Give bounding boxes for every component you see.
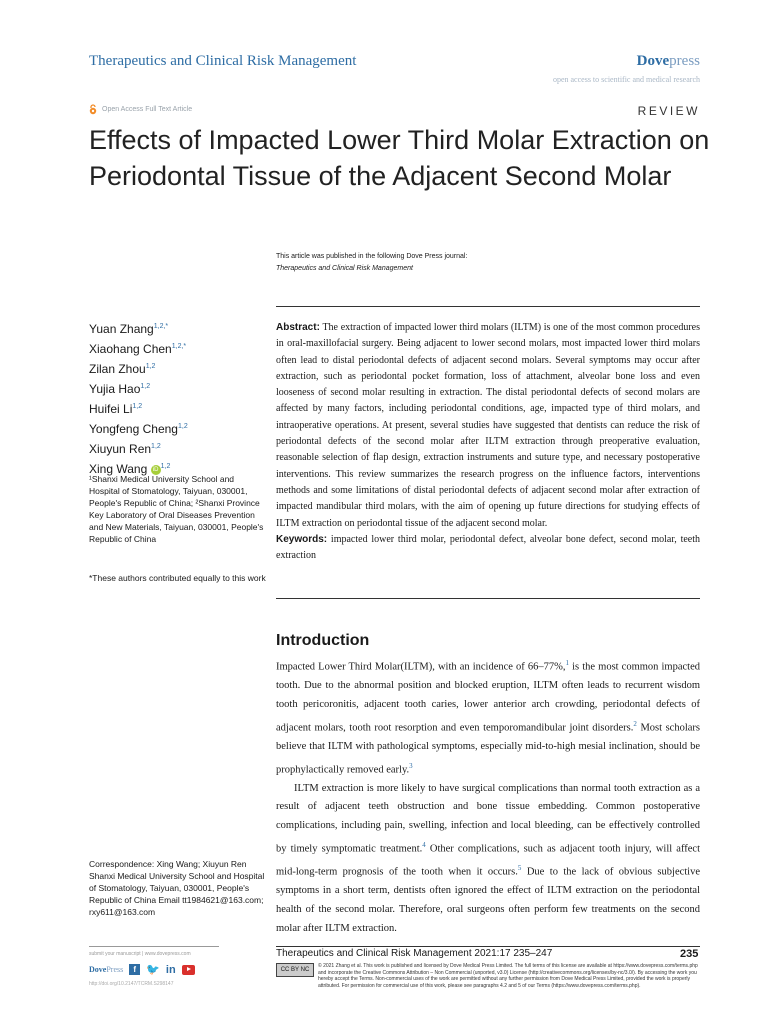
author[interactable]: Zilan Zhou$^{1,2}$ <box>89 362 156 376</box>
linkedin-icon[interactable]: in <box>165 963 176 976</box>
divider <box>89 946 219 947</box>
author[interactable]: Yongfeng Cheng$^{1,2}$ <box>89 422 188 436</box>
twitter-icon[interactable]: 🐦 <box>146 964 160 976</box>
citation[interactable]: 4 <box>422 840 426 849</box>
author[interactable]: Huifei Li$^{1,2}$ <box>89 402 143 416</box>
open-access-label <box>89 104 192 115</box>
license-block <box>276 963 700 989</box>
keywords-label: Keywords: <box>276 533 328 545</box>
dovepress-logo[interactable]: DovePress <box>89 965 124 974</box>
author[interactable]: Xing Wang iD $^{1,2}$ <box>89 462 171 476</box>
abstract-label: Abstract: <box>276 322 320 333</box>
divider <box>276 306 700 307</box>
equal-contribution-note: *These authors contributed equally to this work <box>89 573 266 583</box>
citation[interactable]: 5 <box>517 864 522 873</box>
section-heading: Introduction <box>276 632 370 649</box>
citation[interactable]: 3 <box>409 761 413 770</box>
affiliations: ¹Shanxi Medical University School and Hospital of Stomatology, Taiyuan, 030001, People's Republic of China; ²Shanxi Province Key Laboratory of Oral Diseases Prevention and New Materials, Taiyuan, 030001, People's Republic of China <box>89 474 264 544</box>
citation[interactable]: 2 <box>633 719 637 728</box>
keywords-text: impacted lower third molar, periodontal defect, alveolar bone defect, second molar, teeth extraction <box>276 533 701 562</box>
divider <box>276 946 700 947</box>
submit-manuscript-link[interactable]: submit your manuscript | www.dovepress.com <box>89 951 191 957</box>
open-lock-icon <box>89 104 97 115</box>
open-access-text: Open Access Full Text Article <box>102 106 193 113</box>
publisher-logo <box>637 53 700 70</box>
publisher-logo-rest: press <box>669 53 700 69</box>
cc-license-icon[interactable]: CC BY NC <box>276 963 314 977</box>
journal-name: Therapeutics and Clinical Risk Management <box>89 53 357 69</box>
publisher-logo-bold: Dove <box>636 53 670 69</box>
footer-journal: Therapeutics and Clinical Risk Management 2021:17 235–247 <box>276 948 553 959</box>
paragraph: Impacted Lower Third Molar(ILTM), with an incidence of 66–77%,$^1$ is the most common impacted tooth. Due to the abnormal position and blocked eruption, ILTM often leads to recurrent wisdom tooth pericoronitis, adjacent tooth caries, lower anterior arch crowding, periodontal defects of adjacent molars, tooth root resorption and even temporomandibular joint disorders.$^2$ Most scholars believe that ILTM with pathological symptoms, especially mid-to-high mesial inclination, should be prophylactically removed early.$^3$ <box>276 659 700 776</box>
publication-note <box>276 251 467 275</box>
author[interactable]: Yujia Hao$^{1,2}$ <box>89 382 151 396</box>
divider <box>276 598 700 599</box>
page-number: 235 <box>680 948 699 960</box>
social-bar <box>89 963 219 976</box>
doi-link[interactable]: http://doi.org/10.2147/TCRM.S298147 <box>89 981 174 987</box>
facebook-icon[interactable]: f <box>129 964 140 975</box>
publication-note-line: This article was published in the following Dove Press journal: <box>276 253 468 260</box>
youtube-icon[interactable] <box>182 965 195 975</box>
abstract-text: The extraction of impacted lower third molars (ILTM) is one of the most common procedures in oral-maxillofacial surgery. Being adjacent to lower second molars, most impacted lower third molars often lead to distal periodontal defects of adjacent second molars. Several symptoms may occur after extraction, such as periodontal pocket formation, loss of attachment, alveolar bone loss and even looseness of second molar resulting in extraction. The distal periodontal defects of second molars are affected by many factors, including periodontal conditions, age, impacted type of third molars, and intraoperative operations. At present, several studies have suggested that dentists can reduce the risk of periodontal defects of the second molar after ILTM extraction through preoperative evaluation, reasonable selection of flap design, extraction instruments and suture type, and necessary postoperative interventions. This review summarizes the research progress on the influence factors, interventions methods and some limitations of distal periodontal defects of adjacent second molar after extraction of impacted mandibular third molars, with the aim of opening up future directions for studying effects of ILTM extraction on periodontal tissue of the adjacent second molar. <box>276 322 700 529</box>
author[interactable]: Xiaohang Chen$^{1,2,*}$ <box>89 342 187 356</box>
author[interactable]: Yuan Zhang$^{1,2,*}$ <box>89 322 169 336</box>
footer-left <box>89 951 219 987</box>
publication-note-journal: Therapeutics and Clinical Risk Management <box>276 265 413 272</box>
abstract <box>276 320 700 564</box>
author[interactable]: Xiuyun Ren$^{1,2}$ <box>89 442 161 456</box>
correspondence: Correspondence: Xing Wang; Xiuyun Ren Shanxi Medical University School and Hospital of Stomatology, Taiyuan, 030001, People's Republic of China Email tt1984621@163.com; rxy611@163.com <box>89 859 265 917</box>
license-text: © 2021 Zhang et al. This work is published and licensed by Dove Medical Press Limited. The full terms of this license are available at https://www.dovepress.com/terms.php and incorporate the Creative Commons Attribution – Non Commercial (unported, v3.0) License (http://creativecommons.org/licenses/by-nc/3.0/). By accessing the work you hereby accept the Terms. Non-commercial uses of the work are permitted without any further permission from Dove Medical Press Limited, provided the work is properly attributed. For permission for commercial use of this work, please see paragraphs 4.2 and 5 of our Terms (https://www.dovepress.com/terms.php). <box>318 963 698 989</box>
author-list <box>89 318 188 478</box>
orcid-icon[interactable]: iD <box>151 465 161 475</box>
introduction-body <box>276 654 700 938</box>
citation[interactable]: 1 <box>565 659 570 667</box>
paragraph: ILTM extraction is more likely to have surgical complications than normal tooth extraction as a result of adjacent teeth obstruction and bone tissue embedding. Common postoperative complications, including pain, swelling, infection and local bleeding, can be effectively controlled by timely symptomatic treatment.$^4$ Other complications, such as adjacent tooth injury, will affect mid-long-term prognosis of the tooth when it occurs.$^5$ Due to the lack of obvious subjective symptoms in a short term, dentists often ignored the effect of ILTM extraction on the periodontal health of the second molar. Therefore, oral surgeons often perform few treatments on the second molar after ILTM extraction. <box>276 782 701 934</box>
article-type: REVIEW <box>637 104 700 118</box>
publisher-tagline: open access to scientific and medical research <box>552 75 700 84</box>
article-title: Effects of Impacted Lower Third Molar Extraction on Periodontal Tissue of the Adjacent Second Molar <box>89 125 710 191</box>
